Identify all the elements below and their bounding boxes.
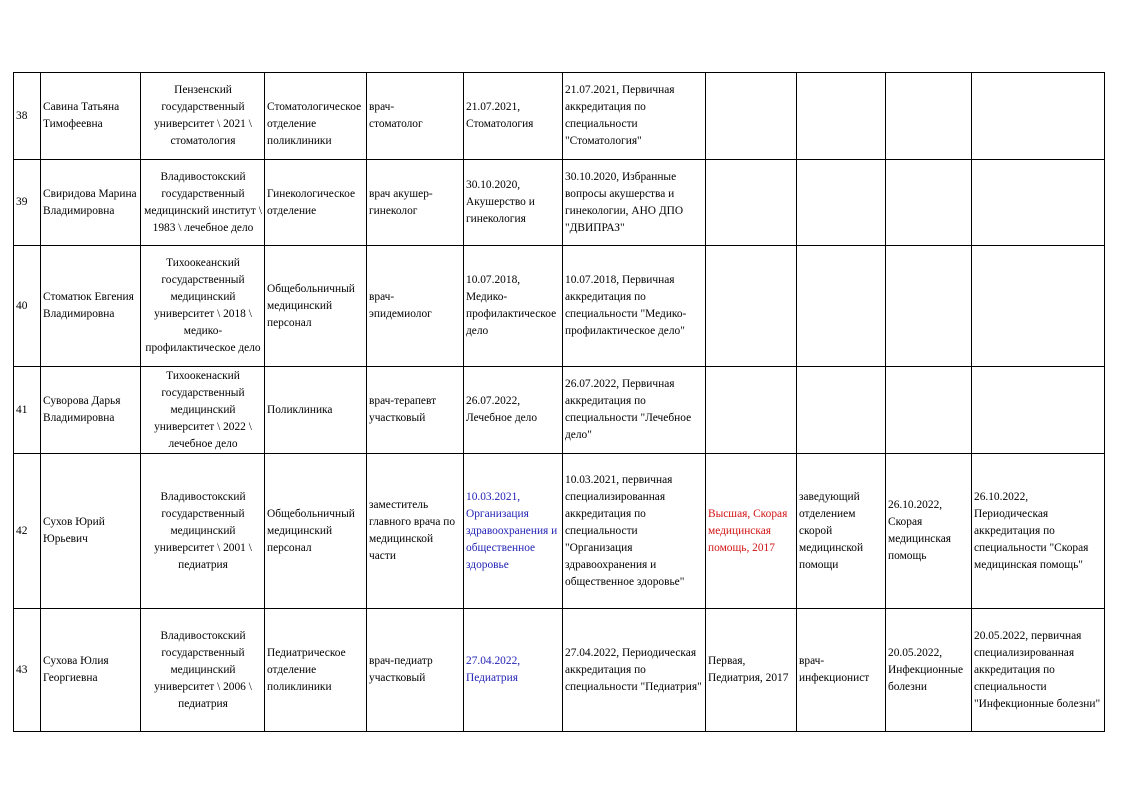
diploma: 10.07.2018, Медико-профилактическое дело: [464, 246, 563, 367]
department: Поликлиника: [265, 367, 367, 454]
extra-diploma: 20.05.2022, Инфекционные болезни: [886, 609, 972, 732]
department: Педиатрическое отделение поликлиники: [265, 609, 367, 732]
extra-position: [797, 367, 886, 454]
qualification-category: [706, 246, 797, 367]
education: Тихоокеанский государственный медицинский университет \ 2018 \ медико-профилактическое дело: [141, 246, 265, 367]
employee-name: Свиридова Марина Владимировна: [41, 160, 141, 246]
diploma: 27.04.2022, Педиатрия: [464, 609, 563, 732]
extra-diploma: [886, 246, 972, 367]
department: Общебольничный медицинский персонал: [265, 454, 367, 609]
extra-diploma: [886, 367, 972, 454]
accreditation: 30.10.2020, Избранные вопросы акушерства и гинекологии, АНО ДПО "ДВИПРАЗ": [563, 160, 706, 246]
extra-position: заведующий отделением скорой медицинской помощи: [797, 454, 886, 609]
extra-accreditation: [972, 246, 1105, 367]
extra-accreditation: 26.10.2022, Периодическая аккредитация по специальности "Скорая медицинская помощь": [972, 454, 1105, 609]
accreditation: 21.07.2021, Первичная аккредитация по специальности "Стоматология": [563, 73, 706, 160]
department: Стоматологическое отделение поликлиники: [265, 73, 367, 160]
position: заместитель главного врача по медицинской части: [367, 454, 464, 609]
extra-diploma: 26.10.2022, Скорая медицинская помощь: [886, 454, 972, 609]
qualification-category: [706, 367, 797, 454]
row-number: 43: [14, 609, 41, 732]
table-row: [14, 367, 1105, 454]
education: Владивостокский государственный медицинский университет \ 2001 \ педиатрия: [141, 454, 265, 609]
education: Владивостокский государственный медицинский университет \ 2006 \ педиатрия: [141, 609, 265, 732]
employee-name: Стоматюк Евгения Владимировна: [41, 246, 141, 367]
extra-diploma: [886, 160, 972, 246]
extra-position: врач-инфекционист: [797, 609, 886, 732]
position: врач-педиатр участковый: [367, 609, 464, 732]
qualification-category: Первая, Педиатрия, 2017: [706, 609, 797, 732]
row-number: 38: [14, 73, 41, 160]
position: врач-терапевт участковый: [367, 367, 464, 454]
table-row: [14, 609, 1105, 732]
extra-accreditation: [972, 367, 1105, 454]
position: врач- стоматолог: [367, 73, 464, 160]
table-row: [14, 73, 1105, 160]
diploma: 30.10.2020, Акушерство и гинекология: [464, 160, 563, 246]
extra-accreditation: [972, 160, 1105, 246]
department: Гинекологическое отделение: [265, 160, 367, 246]
education: Пензенский государственный университет \ 2021 \ стоматология: [141, 73, 265, 160]
employee-name: Суворова Дарья Владимировна: [41, 367, 141, 454]
diploma: 10.03.2021, Организация здравоохранения и общественное здоровье: [464, 454, 563, 609]
qualification-category: [706, 73, 797, 160]
extra-accreditation: [972, 73, 1105, 160]
employee-name: Сухова Юлия Георгиевна: [41, 609, 141, 732]
qualification-category: Высшая, Скорая медицинская помощь, 2017: [706, 454, 797, 609]
table-row: [14, 454, 1105, 609]
extra-position: [797, 73, 886, 160]
extra-accreditation: 20.05.2022, первичная специализированная аккредитация по специальности "Инфекционные болезни": [972, 609, 1105, 732]
row-number: 41: [14, 367, 41, 454]
qualification-category: [706, 160, 797, 246]
diploma: 26.07.2022, Лечебное дело: [464, 367, 563, 454]
row-number: 39: [14, 160, 41, 246]
position: врач- эпидемиолог: [367, 246, 464, 367]
department: Общебольничный медицинский персонал: [265, 246, 367, 367]
row-number: 40: [14, 246, 41, 367]
extra-position: [797, 160, 886, 246]
education: Владивостокский государственный медицинский институт \ 1983 \ лечебное дело: [141, 160, 265, 246]
position: врач акушер-гинеколог: [367, 160, 464, 246]
table-row: [14, 246, 1105, 367]
extra-position: [797, 246, 886, 367]
education: Тихоокенаский государственный медицинский университет \ 2022 \ лечебное дело: [141, 367, 265, 454]
extra-diploma: [886, 73, 972, 160]
accreditation: 27.04.2022, Периодическая аккредитация по специальности "Педиатрия": [563, 609, 706, 732]
diploma: 21.07.2021, Стоматология: [464, 73, 563, 160]
table-row: [14, 160, 1105, 246]
accreditation: 10.07.2018, Первичная аккредитация по специальности "Медико-профилактическое дело": [563, 246, 706, 367]
employee-name: Савина Татьяна Тимофеевна: [41, 73, 141, 160]
accreditation: 26.07.2022, Первичная аккредитация по специальности "Лечебное дело": [563, 367, 706, 454]
accreditation: 10.03.2021, первичная специализированная аккредитация по специальности "Организация здравоохранения и общественное здоровье": [563, 454, 706, 609]
staff-table: [13, 72, 1105, 732]
employee-name: Сухов Юрий Юрьевич: [41, 454, 141, 609]
row-number: 42: [14, 454, 41, 609]
